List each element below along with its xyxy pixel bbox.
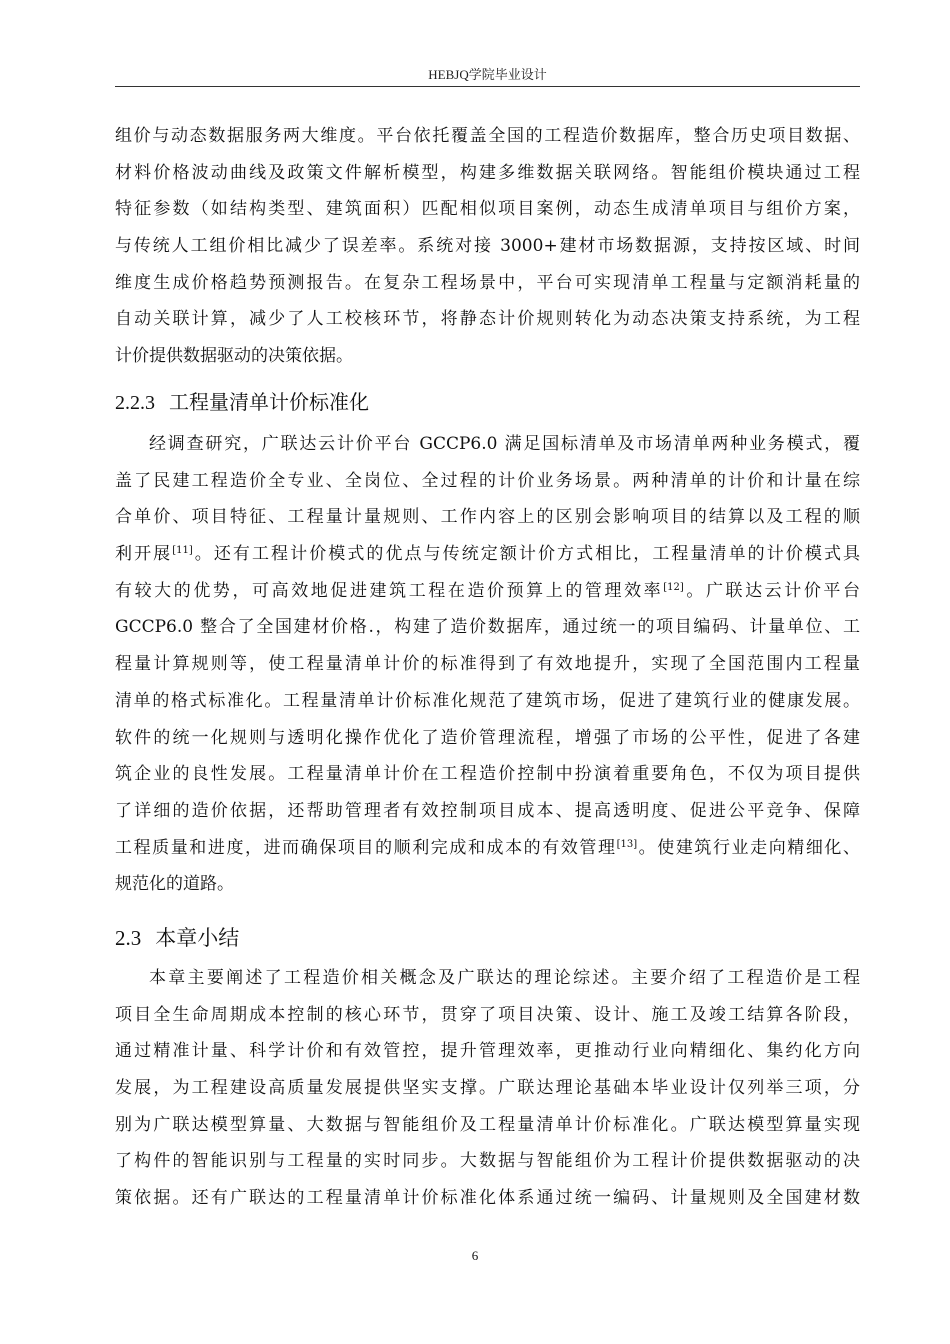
section-heading-2-2-3 (115, 386, 369, 415)
text-line: 材料价格波动曲线及政策文件解析模型，构建多维数据关联网络。智能组价模块通过工程 (115, 162, 860, 183)
text-segment: 利开展 (115, 544, 173, 565)
text-line: 清单的格式标准化。工程量清单计价标准化规范了建筑市场，促进了建筑行业的健康发展。 (115, 690, 860, 711)
text-segment: 。使建筑行业走向精细化、 (637, 837, 861, 858)
text-segment: 有较大的优势，可高效地促进建筑工程在造价预算上的管理效率 (115, 580, 664, 601)
text-segment: 工程质量和进度，进而确保项目的顺利完成和成本的有效管理 (115, 837, 617, 858)
page-number: 6 (471, 1248, 479, 1263)
text-line: 经调查研究，广联达云计价平台 GCCP6.0 满足国标清单及市场清单两种业务模式，覆 (149, 434, 860, 454)
text-line: 盖了民建工程造价全专业、全岗位、全过程的计价业务场景。两种清单的计价和计量在综 (115, 470, 860, 491)
text-line: 筑企业的良性发展。工程量清单计价在工程造价控制中扮演着重要角色，不仅为项目提供 (115, 764, 860, 785)
text-line: 项目全生命周期成本控制的核心环节，贯穿了项目决策、设计、施工及竣工结算各阶段， (115, 1004, 860, 1025)
section-title: 工程量清单计价标准化 (169, 390, 369, 414)
citation-ref: [11] (172, 545, 193, 557)
text-line: 组价与动态数据服务两大维度。平台依托覆盖全国的工程造价数据库，整合历史项目数据、 (115, 126, 860, 146)
text-line: 与传统人工组价相比减少了误差率。系统对接 3000+建材市场数据源，支持按区域、时间 (115, 236, 860, 257)
text-line: 自动关联计算，减少了人工校核环节，将静态计价规则转化为动态决策支持系统，为工程 (115, 309, 860, 330)
text-line: 程量计算规则等，使工程量清单计价的标准得到了有效地提升，实现了全国范围内工程量 (115, 654, 860, 675)
citation-ref: [13] (616, 838, 638, 850)
text-line (115, 573, 860, 610)
text-line (115, 830, 860, 867)
text-line: 合单价、项目特征、工程量计量规则、工作内容上的区别会影响项目的结算以及工程的顺 (115, 507, 860, 528)
text-line (115, 536, 860, 573)
text-line: 了详细的造价依据，还帮助管理者有效控制项目成本、提高透明度、促进公平竞争、保障 (115, 800, 860, 821)
section-number: 2.3 (115, 926, 142, 950)
section-number: 2.2.3 (115, 392, 155, 414)
header-divider (115, 86, 860, 87)
text-line: 维度生成价格趋势预测报告。在复杂工程场景中，平台可实现清单工程量与定额消耗量的 (115, 272, 860, 293)
text-line: 通过精准计量、科学计价和有效管控，提升管理效率，更推动行业向精细化、集约化方向 (115, 1041, 860, 1062)
section-heading-2-3 (115, 922, 239, 952)
text-segment: 。广联达云计价平台 (683, 580, 861, 601)
text-line: 策依据。还有广联达的工程量清单计价标准化体系通过统一编码、计量规则及全国建材数 (115, 1188, 860, 1209)
paragraph-standardization (115, 426, 860, 903)
text-line: 发展，为工程建设高质量发展提供坚实支撑。广联达理论基础本毕业设计仅列举三项，分 (115, 1078, 860, 1099)
page-header: HEBJQ学院毕业设计 (428, 67, 547, 82)
citation-ref: [12] (663, 581, 684, 593)
paragraph-intro (115, 118, 860, 375)
text-line: 计价提供数据驱动的决策依据。 (115, 346, 353, 367)
section-title: 本章小结 (155, 926, 240, 950)
text-segment: 。还有工程计价模式的优点与传统定额计价方式相比，工程量清单的计价模式具 (192, 544, 861, 565)
text-line: 特征参数（如结构类型、建筑面积）匹配相似项目案例，动态生成清单项目与组价方案， (115, 199, 860, 220)
text-line: 软件的统一化规则与透明化操作优化了造价管理流程，增强了市场的公平性，促进了各建 (115, 727, 860, 748)
text-line: 了构件的智能识别与工程量的实时同步。大数据与智能组价为工程计价提供数据驱动的决 (115, 1151, 860, 1172)
text-line: 别为广联达模型算量、大数据与智能组价及工程量清单计价标准化。广联达模型算量实现 (115, 1114, 860, 1135)
text-line: 本章主要阐述了工程造价相关概念及广联达的理论综述。主要介绍了工程造价是工程 (149, 968, 860, 988)
text-line: 规范化的道路。 (115, 874, 234, 895)
text-line: GCCP6.0 整合了全国建材价格.，构建了造价数据库，通过统一的项目编码、计量单位、工 (115, 617, 860, 638)
paragraph-summary (115, 960, 860, 1217)
